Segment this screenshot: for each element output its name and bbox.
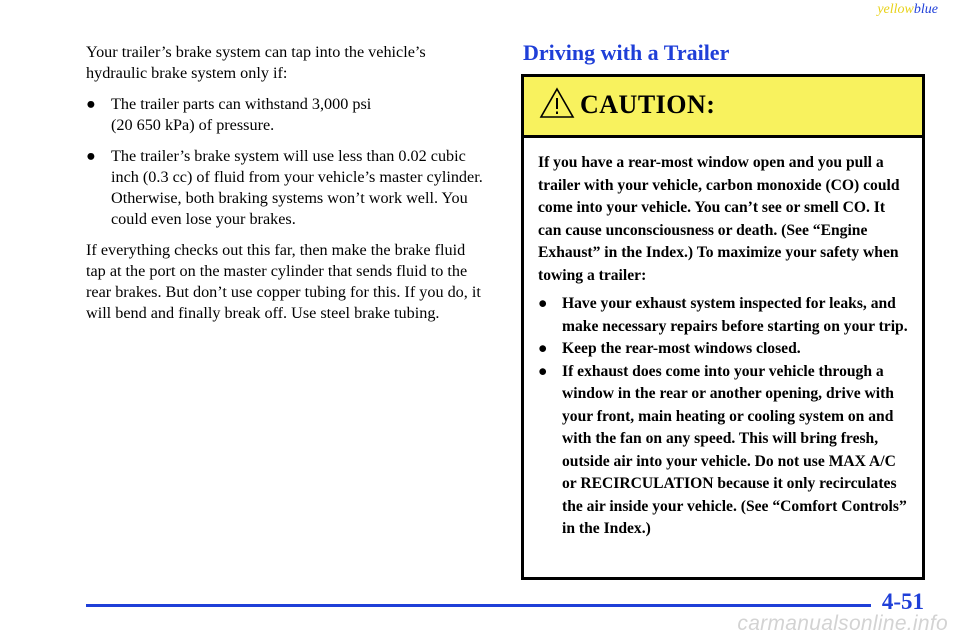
page-number: 4-51 bbox=[881, 589, 924, 614]
caution-item-text: Have your exhaust system inspected for leaks, and make necessary repairs before starting on your trip. bbox=[562, 295, 908, 335]
list-item-text: The trailer’s brake system will use less than 0.02 cubic inch (0.3 cc) of fluid from your vehicle’s master cylinder. Otherwise, both braking systems won’t work well. You could even lose your brakes. bbox=[111, 147, 483, 228]
edition-tag-blue: blue bbox=[913, 2, 938, 17]
caution-header bbox=[524, 77, 922, 138]
caution-list bbox=[538, 293, 910, 541]
caution-box bbox=[521, 74, 925, 580]
warning-triangle-icon bbox=[539, 87, 575, 119]
list-item bbox=[86, 94, 486, 136]
left-column bbox=[86, 42, 486, 334]
intro-paragraph: Your trailer’s brake system can tap into the vehicle’s hydraulic brake system only if: bbox=[86, 43, 426, 82]
bullet-icon: ● bbox=[538, 362, 548, 380]
caution-intro: If you have a rear-most window open and you pull a trailer with your vehicle, carbon monoxide (CO) could come into your vehicle. You can’t see or smell CO. It can cause unconsciousness or death. (See “Engine Exhaust” in the Index.) To maximize your safety when towing a trailer: bbox=[538, 154, 900, 284]
footer-divider bbox=[86, 604, 871, 607]
list-item bbox=[86, 146, 486, 230]
requirements-list bbox=[86, 94, 486, 230]
bullet-icon: ● bbox=[538, 340, 548, 357]
caution-item-text: Keep the rear-most windows closed. bbox=[562, 340, 801, 357]
section-title: Driving with a Trailer bbox=[523, 40, 730, 65]
tubing-paragraph: If everything checks out this far, then make the brake fluid tap at the port on the master cylinder that sends fluid to the rear brakes. But don’t use copper tubing for this. If you do, it will bend and finally break off. Use steel brake tubing. bbox=[86, 241, 481, 322]
list-item-line2: (20 650 kPa) of pressure. bbox=[111, 116, 275, 134]
edition-tag-yellow: yellow bbox=[877, 2, 914, 17]
list-item bbox=[538, 293, 910, 338]
list-item bbox=[538, 361, 910, 541]
watermark: carmanualsonline.info bbox=[737, 612, 948, 635]
edition-tag bbox=[877, 2, 938, 18]
bullet-icon: ● bbox=[538, 295, 548, 312]
list-item bbox=[538, 338, 910, 361]
list-item-line1: The trailer parts can withstand 3,000 psi bbox=[111, 95, 372, 113]
caution-title: CAUTION: bbox=[580, 90, 716, 119]
caution-body bbox=[524, 138, 922, 541]
bullet-icon: ● bbox=[86, 95, 96, 113]
bullet-icon: ● bbox=[86, 147, 96, 165]
caution-item-text: If exhaust does come into your vehicle through a window in the rear or another opening, drive with your front, main heating or cooling system on and with the fan on any speed. This will bring fresh, outside air into your vehicle. Do not use MAX A/C or RECIRCULATION because it only recirculates the air inside your vehicle. (See “Comfort Controls” in the Index.) bbox=[562, 362, 907, 537]
